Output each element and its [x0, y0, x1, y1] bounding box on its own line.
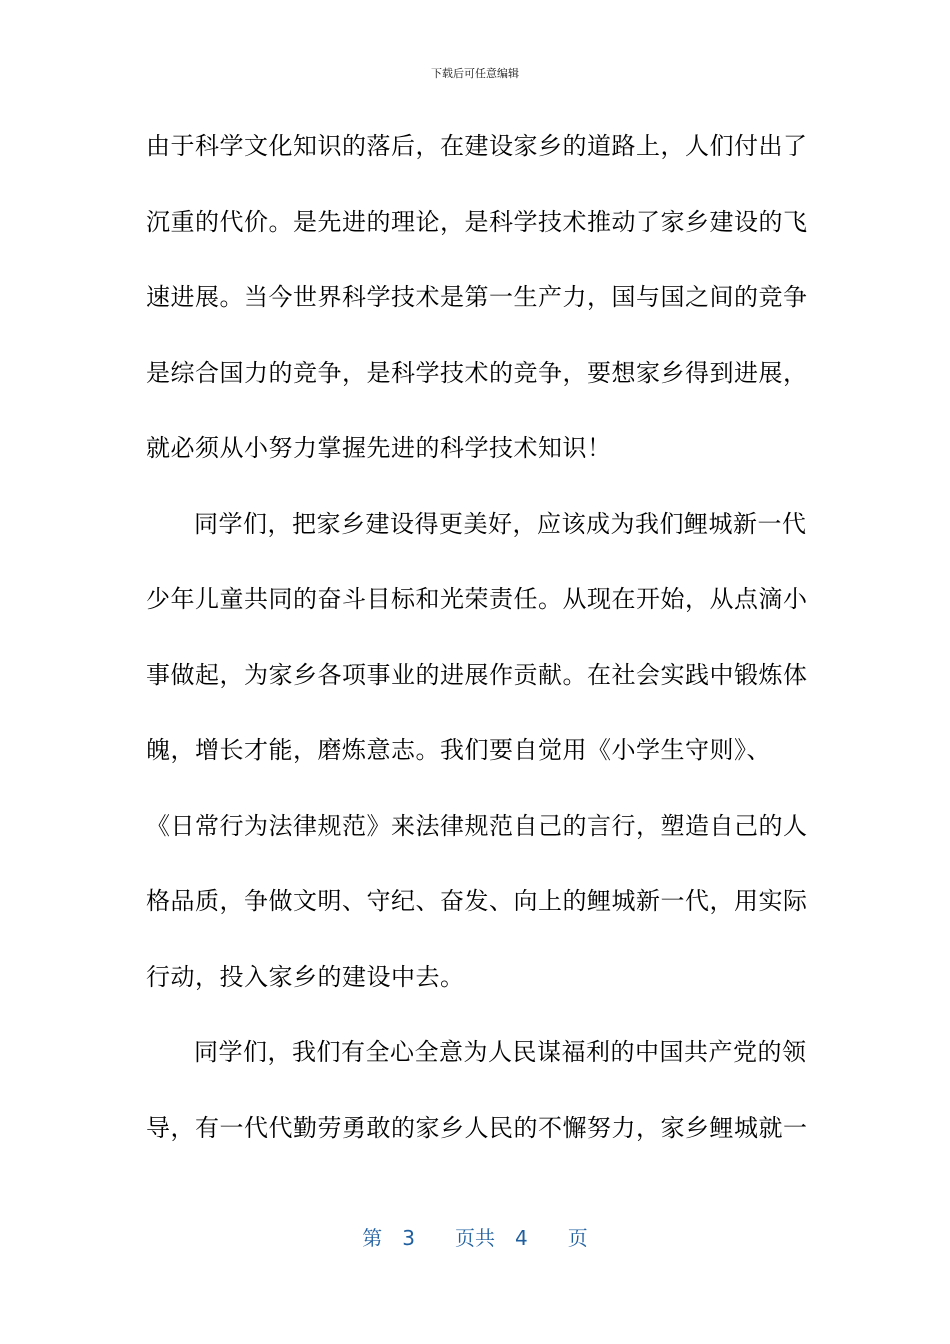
current-page-number: 3: [402, 1226, 415, 1250]
text-line: 行动，投入家乡的建设中去。: [146, 962, 465, 991]
text-line: 格品质，争做文明、守纪、奋发、向上的鲤城新一代，用实际: [146, 887, 808, 915]
page-prefix: 第: [362, 1226, 383, 1250]
page-mid: 页共: [455, 1226, 495, 1250]
text-line: 同学们，我们有全心全意为人民谋福利的中国共产党的领: [194, 1038, 807, 1066]
page-number-footer: [0, 1224, 950, 1252]
page-suffix: 页: [567, 1226, 588, 1250]
text-line: 少年儿童共同的奋斗目标和光荣责任。从现在开始，从点滴小: [146, 585, 808, 613]
text-line: 沉重的代价。是先进的理论，是科学技术推动了家乡建设的飞: [146, 207, 808, 236]
page-header: 下载后可任意编辑: [431, 67, 519, 80]
text-line: 事做起，为家乡各项事业的进展作贡献。在社会实践中锻炼体: [146, 660, 808, 689]
text-line: 由于科学文化知识的落后，在建设家乡的道路上，人们付出了: [146, 132, 808, 160]
text-line: 同学们，把家乡建设得更美好，应该成为我们鲤城新一代: [194, 509, 807, 538]
text-line: 是综合国力的竞争，是科学技术的竞争，要想家乡得到进展，: [146, 358, 808, 387]
text-line: 就必须从小努力掌握先进的科学技术知识！: [146, 434, 612, 462]
text-line: 速进展。当今世界科学技术是第一生产力，国与国之间的竞争: [146, 283, 808, 311]
text-line: 魄，增长才能，磨炼意志。我们要自觉用《小学生守则》、: [146, 736, 771, 764]
document-body: [146, 118, 808, 1175]
text-line: 导，有一代代勤劳勇敢的家乡人民的不懈努力，家乡鲤城就一: [146, 1113, 808, 1142]
total-pages-number: 4: [515, 1226, 528, 1250]
text-line: 《日常行为法律规范》来法律规范自己的言行，塑造自己的人: [146, 811, 808, 840]
